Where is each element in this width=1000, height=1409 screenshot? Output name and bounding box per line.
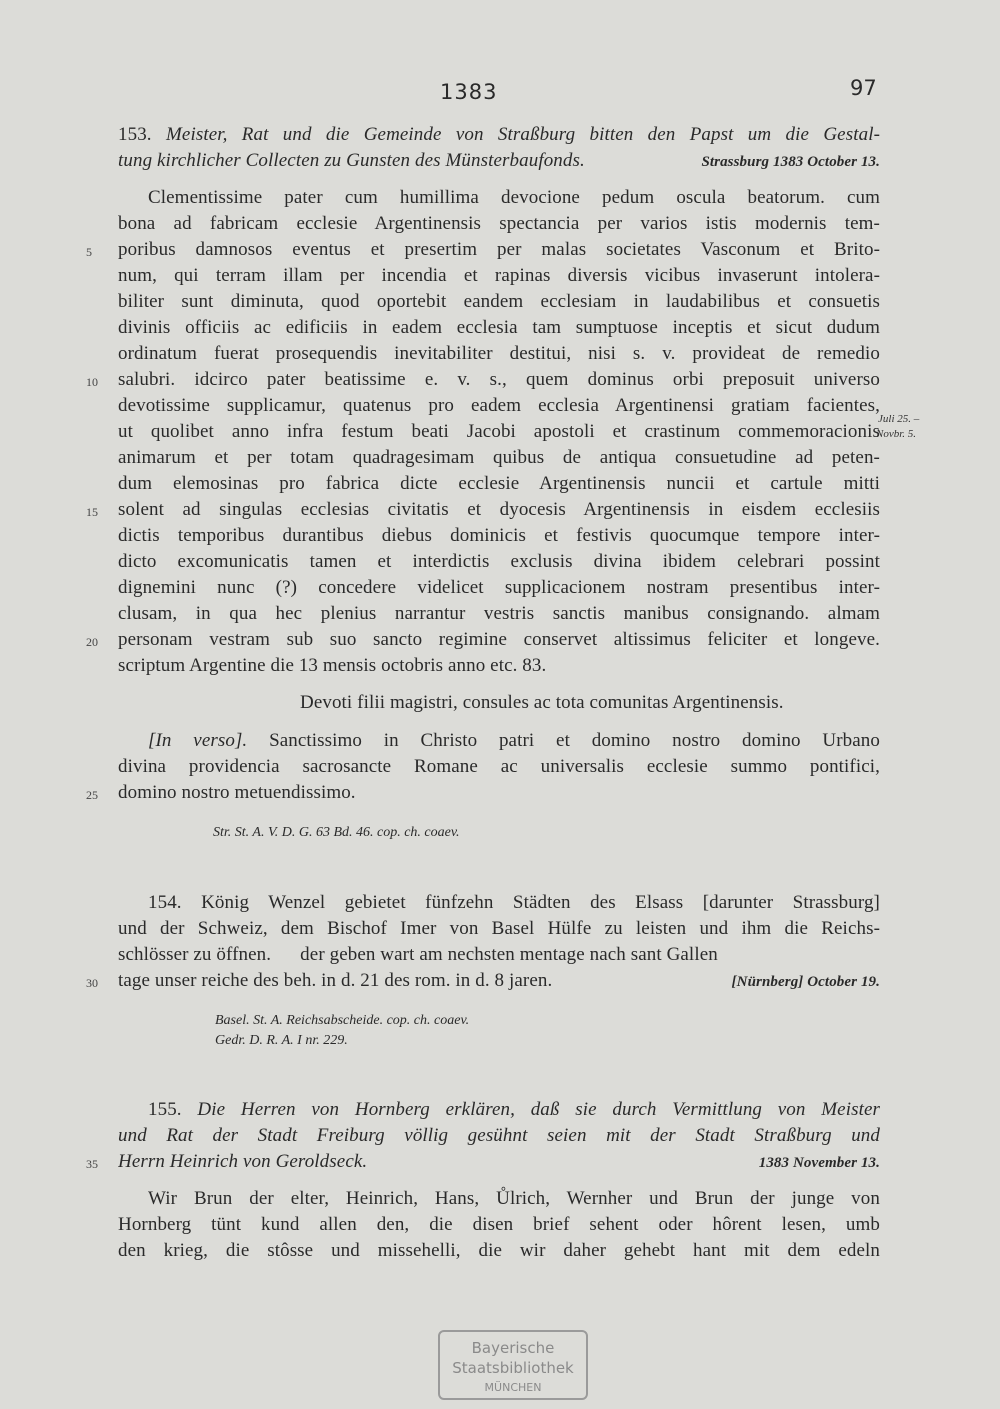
doc153-date: Strassburg 1383 October 13. [701, 154, 880, 170]
doc155-title: Die Herren von Hornberg erklären, daß sie durch Vermittlung von Meister [197, 1099, 880, 1120]
doc153-title: Meister, Rat und die Gemeinde von Straßburg bitten den Papst um die Gestal- [165, 124, 880, 145]
doc153-title-line2 [118, 148, 880, 174]
doc155-date: 1383 November 13. [758, 1155, 880, 1171]
doc155-title-line1 [118, 1097, 880, 1123]
doc153-source: Str. St. A. V. D. G. 63 Bd. 46. cop. ch. coaev. [213, 825, 460, 840]
doc153-line: personam vestram sub suo sancto regimine conservet altissimus feliciter et longeve. [118, 629, 880, 650]
library-stamp [438, 1330, 588, 1400]
stamp-line: Staatsbibliothek [452, 1359, 574, 1377]
doc153-line: biliter sunt diminuta, quod oportebit eandem ecclesiam in laudabilibus et consuetis [118, 291, 880, 312]
line-number: 15 [86, 505, 98, 519]
line-number: 10 [86, 375, 98, 389]
doc153-line: animarum et per totam quadragesimam quibus de antiqua consuetudine ad peten- [118, 447, 880, 468]
doc155-title-line2: und Rat der Stadt Freiburg völlig gesühnt seien mit der Stadt Straßburg und [118, 1125, 880, 1146]
doc153-verso-line2: divina providencia sacrosancte Romane ac universalis ecclesie summo pontifici, [118, 756, 880, 777]
verso-address: Sanctissimo in Christo patri et domino nostro domino Urbano [269, 730, 880, 751]
doc155-number: 155. [148, 1099, 182, 1120]
doc155-title-line3 [118, 1149, 880, 1175]
stamp-line: Bayerische [471, 1339, 555, 1357]
stamp-line: MÜNCHEN [484, 1381, 542, 1394]
margin-note-date: Juli 25. – [878, 413, 920, 425]
doc153-line: dignemini nunc (?) concedere videlicet supplicacionem nostram presentibus inter- [118, 577, 880, 598]
doc154-dating-text: tage unser reiche des beh. in d. 21 des rom. in d. 8 jaren. [118, 970, 553, 991]
line-number: 35 [86, 1157, 98, 1171]
doc153-line: num, qui terram illam per incendia et rapinas diversis vicibus invaserunt intolera- [118, 265, 880, 286]
doc154-source1: Basel. St. A. Reichsabscheide. cop. ch. coaev. [215, 1013, 470, 1028]
line-number: 25 [86, 788, 98, 802]
doc153-line: dictis temporibus durantibus diebus dominicis et festivis quocumque tempore inter- [118, 525, 880, 546]
doc154-line4 [118, 968, 880, 994]
doc153-line: Clementissime pater cum humillima devocione pedum oscula beatorum. cum [148, 187, 880, 208]
doc155-line: Wir Brun der elter, Heinrich, Hans, Ůlrich, Wernher und Brun der junge von [148, 1188, 880, 1209]
doc155-title-cont: Herrn Heinrich von Geroldseck. [118, 1151, 368, 1172]
line-number: 5 [86, 245, 92, 259]
doc153-line: dum elemosinas pro fabrica dicte ecclesie Argentinensis nuncii et cartule mitti [118, 473, 880, 494]
doc153-verso-line3: domino nostro metuendissimo. [118, 782, 356, 803]
doc154-line2: und der Schweiz, dem Bischof Imer von Basel Hülfe zu leisten und ihm die Reichs- [118, 918, 880, 939]
doc153-signature: Devoti filii magistri, consules ac tota comunitas Argentinensis. [300, 692, 784, 713]
doc153-line: devotissime supplicamur, quatenus pro eadem ecclesia Argentinensi gratiam facientes, [118, 395, 880, 416]
doc154-regest: König Wenzel gebietet fünfzehn Städten des Elsass [darunter Strassburg] [201, 892, 880, 913]
doc155-line: Hornberg tünt kund allen den, die disen brief sehent oder hôrent lesen, umb [118, 1214, 880, 1235]
doc153-line: scriptum Argentine die 13 mensis octobris anno etc. 83. [118, 655, 547, 676]
doc153-line: solent ad singulas ecclesias civitatis et dyocesis Argentinensis in eisdem ecclesiis [118, 499, 880, 520]
doc153-title-line1 [118, 122, 880, 148]
doc153-line: poribus damnosos eventus et presertim per malas societates Vasconum et Brito- [118, 239, 880, 260]
doc154-line3: schlösser zu öffnen. der geben wart am nechsten mentage nach sant Gallen [118, 944, 718, 965]
doc153-line: salubri. idcirco pater beatissime e. v. s., quem dominus orbi preposuit universo [118, 369, 880, 390]
doc154-source2: Gedr. D. R. A. I nr. 229. [215, 1033, 348, 1048]
doc153-line: divinis officiis ac edificiis in eadem ecclesia tam sumptuose inceptis et sicut dudum [118, 317, 880, 338]
doc153-title-cont: tung kirchlicher Collecten zu Gunsten des Münsterbaufonds. [118, 150, 585, 171]
doc153-line: ordinatum fuerat prosequendis inevitabiliter destitui, nisi s. v. provideat de remedio [118, 343, 880, 364]
doc153-number: 153. [118, 124, 152, 145]
doc153-verso-line1 [118, 728, 880, 754]
doc154-date: [Nürnberg] October 19. [731, 974, 880, 990]
doc153-line: bona ad fabricam ecclesie Argentinensis spectancia per varios istis modernis tem- [118, 213, 880, 234]
doc154-number: 154. [148, 892, 182, 913]
line-number: 30 [86, 976, 98, 990]
doc153-line: dicto excomunicatis tamen et interdictis exclusis divina ibidem celebrari possint [118, 551, 880, 572]
doc153-line: ut quolibet anno infra festum beati Jacobi apostoli et crastinum commemoracionis [118, 421, 880, 442]
margin-note-date: Novbr. 5. [876, 428, 917, 440]
line-number: 20 [86, 635, 98, 649]
doc155-line: den krieg, die stôsse und missehelli, die wir daher gehebt hant mit dem edeln [118, 1240, 880, 1261]
doc154-line1 [118, 890, 880, 916]
running-header-year: 1383 [440, 80, 498, 104]
doc153-line: clusam, in qua hec plenius narrantur vestris sanctis manibus consignando. almam [118, 603, 880, 624]
page-number: 97 [850, 76, 877, 100]
verso-label: [In verso]. [148, 730, 248, 751]
